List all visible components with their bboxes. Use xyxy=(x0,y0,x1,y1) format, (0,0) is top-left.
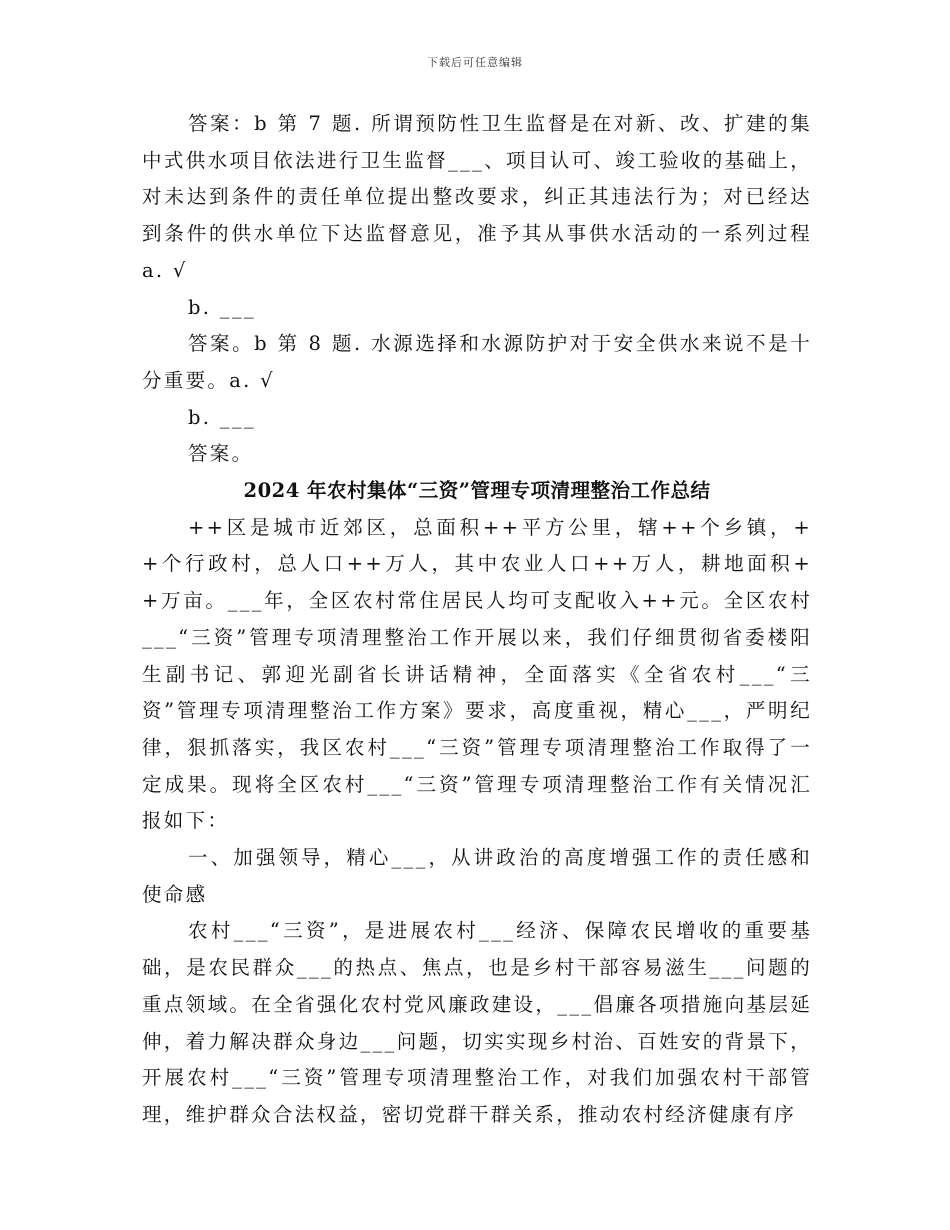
paragraph-answer-q8: 答案。b 第 8 题. 水源选择和水源防护对于安全供水来说不是十分重要。a. √ xyxy=(142,332,812,392)
paragraph-answer-q7: 答案：b 第 7 题. 所谓预防性卫生监督是在对新、改、扩建的集中式供水项目依法进行卫生监督___、项目认可、竣工验收的基础上，对未达到条件的责任单位提出整改要求，纠正其违法行为；对已经达到条件的供水单位下达监督意见，准予其从事供水活动的一系列过程 a. √ xyxy=(142,112,812,282)
paragraph-intro: ++区是城市近郊区，总面积++平方公里，辖++个乡镇，++个行政村，总人口++万人，其中农业人口++万人，耕地面积++万亩。___年，全区农村常住居民人均可支配收入++元。全区农村___“三资”管理专项清理整治工作开展以来，我们仔细贯彻省委楼阳生副书记、郭迎光副省长讲话精神，全面落实《全省农村___“三资”管理专项清理整治工作方案》要求，高度重视，精心___，严明纪律，狠抓落实，我区农村___“三资”管理专项清理整治工作取得了一定成果。现将全区农村___“三资”管理专项清理整治工作有关情况汇报如下： xyxy=(142,515,812,833)
paragraph-heading-one: 一、加强领导，精心___，从讲政治的高度增强工作的责任感和使命感 xyxy=(142,846,812,906)
paragraph-answer-end: 答案。 xyxy=(188,442,254,466)
page-header: 下载后可任意编辑 xyxy=(427,56,523,69)
paragraph-option-b-1: b. ___ xyxy=(188,295,256,319)
paragraph-body: 农村___“三资”，是进展农村___经济、保障农民增收的重要基础，是农民群众___的热点、焦点，也是乡村干部容易滋生___问题的重点领域。在全省强化农村党风廉政建设，___倡廉各项措施向基层延伸，着力解决群众身边___问题，切实实现乡村治、百姓安的背景下，开展农村___“三资”管理专项清理整治工作，对我们加强农村干部管理，维护群众合法权益，密切党群干群关系，推动农村经济健康有序 xyxy=(142,919,812,1126)
document-body xyxy=(142,106,812,1134)
section-title: 2024 年农村集体“三资”管理专项清理整治工作总结 xyxy=(243,479,711,503)
paragraph-option-b-2: b. ___ xyxy=(188,405,256,429)
